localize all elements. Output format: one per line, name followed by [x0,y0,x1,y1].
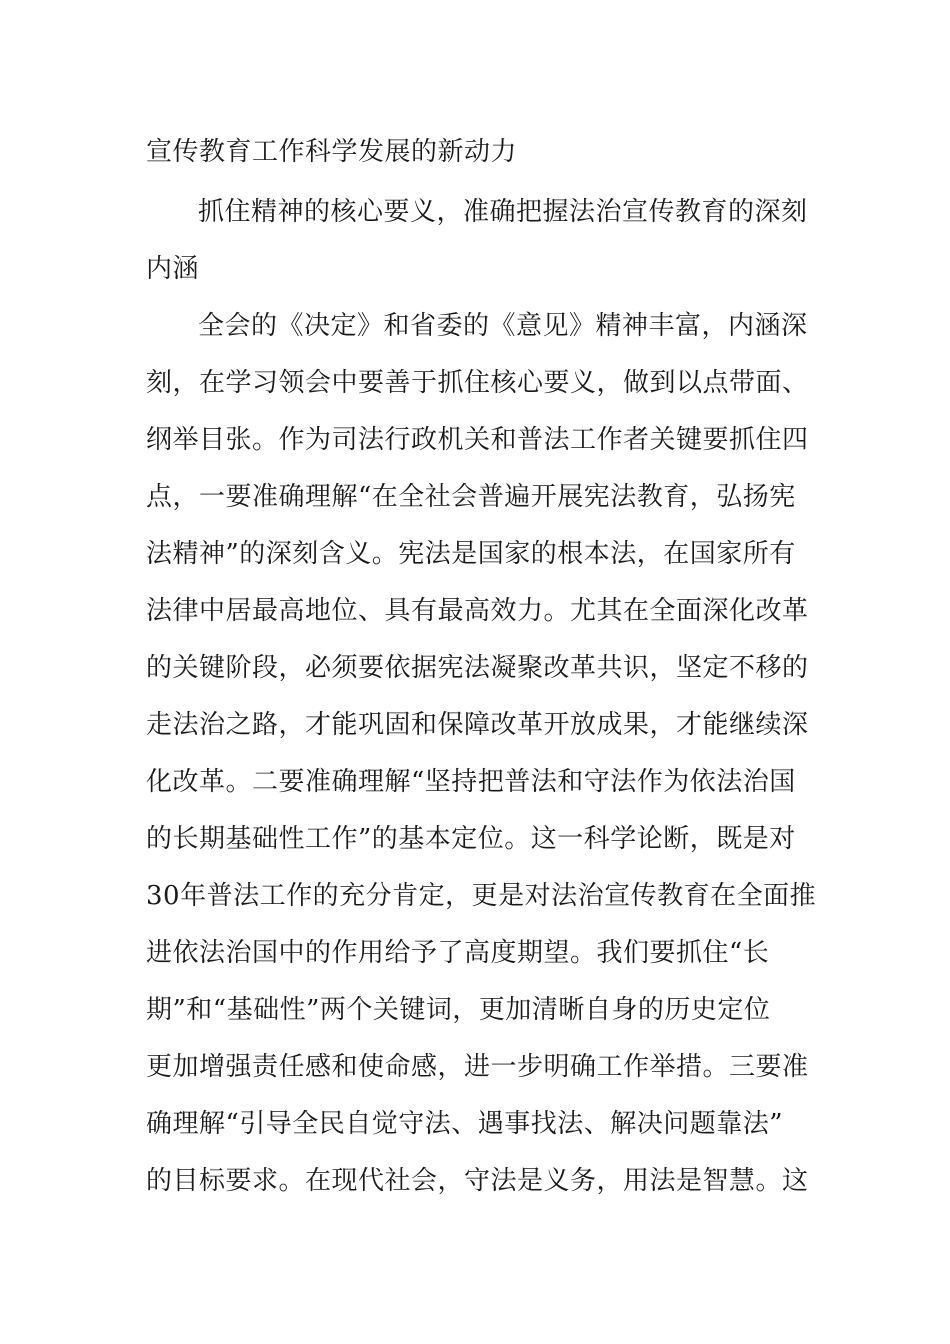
paragraph-line: 的关键阶段，必须要依据宪法凝聚改革共识，坚定不移的 [146,653,809,683]
paragraph-line: 化改革。二要准确理解“坚持把普法和守法作为依法治国 [146,767,796,797]
paragraph-line: 更加增强责任感和使命感，进一步明确工作举措。三要准 [146,1052,809,1082]
paragraph-line: 的目标要求。在现代社会，守法是义务，用法是智慧。这 [146,1166,809,1196]
paragraph-line: 点，一要准确理解“在全社会普遍开展宪法教育，弘扬宪 [146,482,796,512]
paragraph-line: 法精神”的深刻含义。宪法是国家的根本法，在国家所有 [146,539,796,569]
paragraph-line: 刻，在学习领会中要善于抓住核心要义，做到以点带面、 [146,368,809,398]
paragraph-line: 的长期基础性工作”的基本定位。这一科学论断，既是对 [146,824,796,854]
paragraph-line: 走法治之路，才能巩固和保障改革开放成果，才能继续深 [146,710,809,740]
section-heading-line: 内涵 [146,254,200,284]
paragraph-line: 确理解“引导全民自觉守法、遇事找法、解决问题靠法” [146,1109,784,1139]
paragraph-line: 纲举目张。作为司法行政机关和普法工作者关键要抓住四 [146,425,809,455]
paragraph-line: 全会的《决定》和省委的《意见》精神丰富，内涵深 [198,311,808,341]
paragraph-line: 进依法治国中的作用给予了高度期望。我们要抓住“长 [146,938,770,968]
paragraph-line: 期”和“基础性”两个关键词，更加清晰自身的历史定位 [146,995,771,1025]
section-heading-line: 抓住精神的核心要义，准确把握法治宣传教育的深刻 [198,197,808,227]
paragraph-line: 法律中居最高地位、具有最高效力。尤其在全面深化改革 [146,596,809,626]
paragraph-line: 30年普法工作的充分肯定，更是对法治宣传教育在全面推 [146,881,817,911]
text-line: 宣传教育工作科学发展的新动力 [146,137,518,167]
